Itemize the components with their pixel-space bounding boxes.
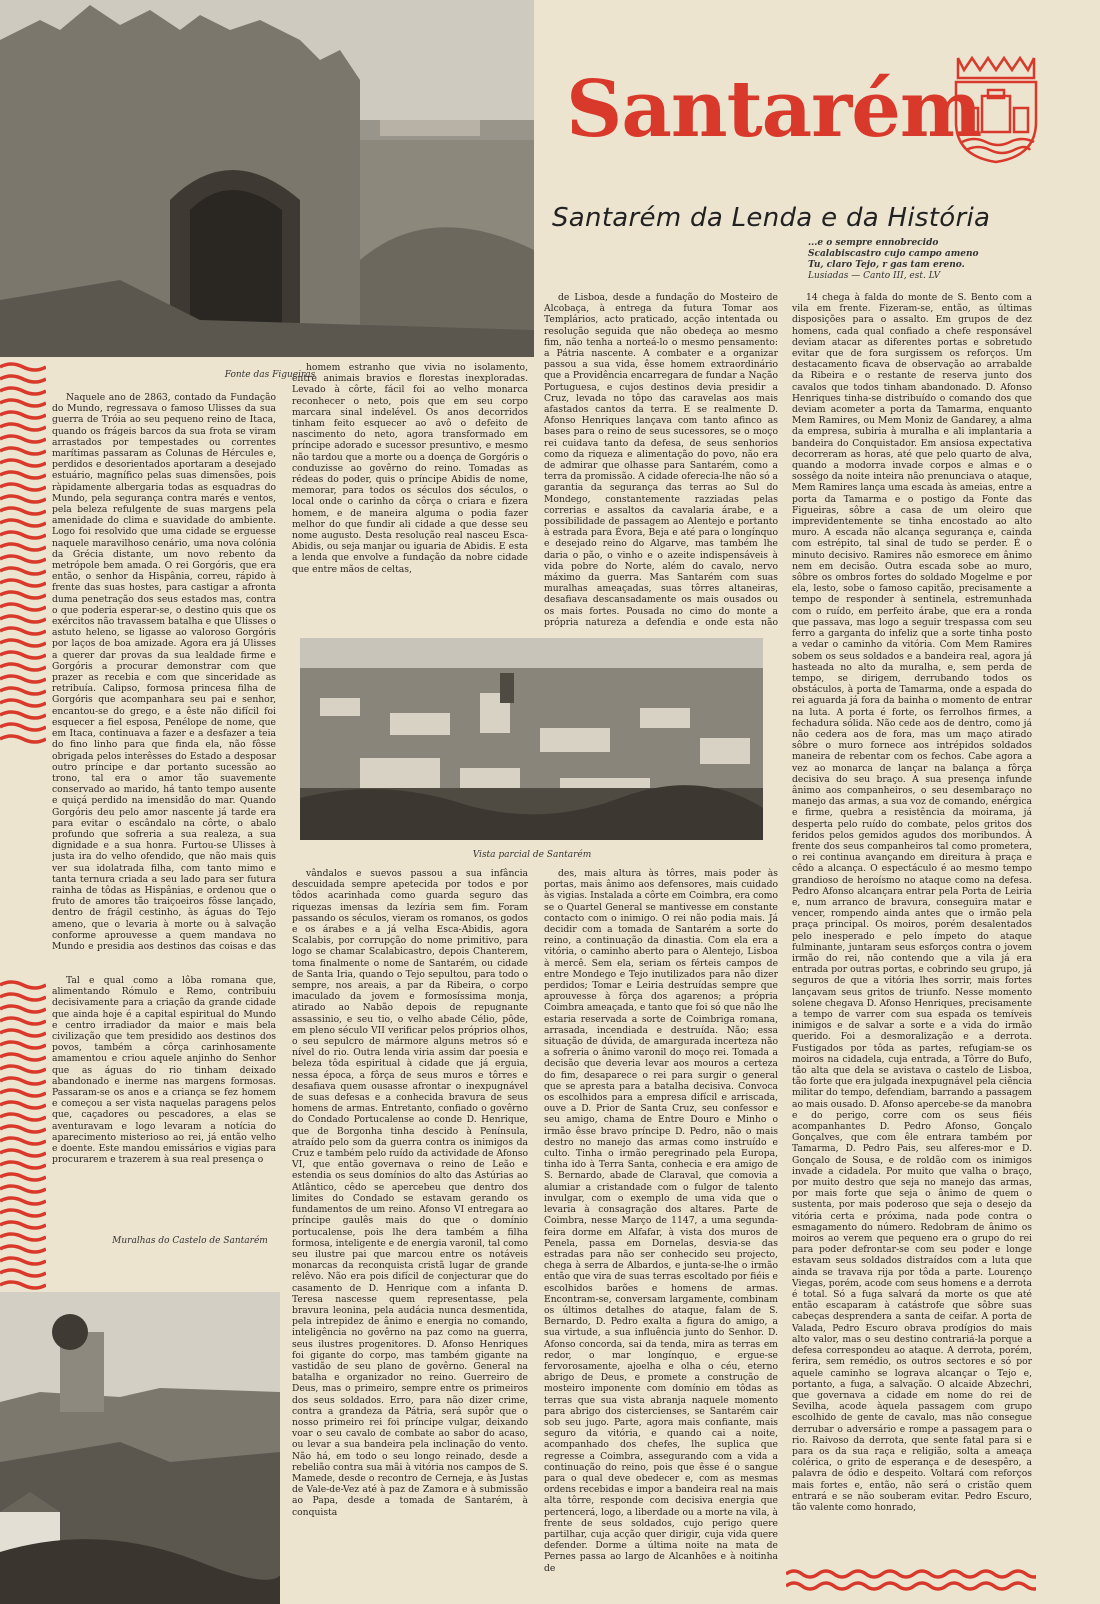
article-column-1-top xyxy=(52,392,276,952)
column-text: homem estranho que vivia no isolamento, entre animais bravios e florestas inexploradas. Levado à côrte, fácil foi ao velho monarca reconhecer o neto, pois que em seu corpo marcara sinal indelével. Os anos decorridos tinham feito esquecer ao avô o defeito de nascimento do neto, agora transformado em príncipe adorado e sucessor presuntivo, e mesmo não tardou que a morte ou a doença de Gorgóris o conduzisse ao govêrno do reino. Tomadas as rédeas do poder, quis o príncipe Abidis de nome, memorar, para todos os séculos dos séculos, o local onde o carinho da côrça o criara e fizera homem, e de maneira alguma o podia fazer melhor do que fundir ali cidade a que desse seu nome augusto. Desta resolução real nasceu Esca-Abidis, ou seja manjar ou iguaria de Abidis. E esta a lenda que envolve a fundação da nobre cidade que entre mãos de celtas, xyxy=(292,362,528,575)
epigraph-source: Lusiadas — Canto III, est. LV xyxy=(808,271,941,281)
article-column-2-bottom xyxy=(292,868,528,1590)
photo-muralhas-castelo xyxy=(0,1292,280,1604)
article-column-2-top xyxy=(292,362,528,620)
epigraph-line-1: ...e o sempre ennobrecido xyxy=(808,238,939,248)
caption-vista-parcial: Vista parcial de Santarém xyxy=(472,850,592,860)
column-text: Tal e qual como a lôba romana que, alimentando Rómulo e Remo, contribuiu decisivamente para a criação da grande cidade que ainda hoje é a capital espiritual do Mundo e centro irradiador da maior e mais bela civilização que tem presidido aos destinos dos povos, também a côrça carinhosamente amamentou e criou aquele anjinho do Senhor que as águas do rio tinham deixado abandonado e inerme nas margens formosas. Passaram-se os anos e a criança se fez homem e começou a ser vista naquelas paragens pelos que, caçadores ou pescadores, a elas se aventuravam e logo levaram a notícia do aparecimento misterioso ao rei, já então velho e doente. Este mandou emissários e vigias para procurarem e trazerem à sua real presença o xyxy=(52,975,276,1166)
masthead-title: Santarém xyxy=(566,64,982,155)
wave-decoration-left-top xyxy=(0,357,46,747)
column-text: des, mais altura às tôrres, mais poder às portas, mais ânimo aos defensores, mais cuidado às vigias. Instalada a côrte em Coimbra, era como se o Quartel General se mantivesse em constante contacto com o inimigo. O rei não podia mais. Já decidir com a tomada de Santarém a sorte do reino, a continuação da dinastia. Com ela era a vitória, o caminho aberto para o Alentejo, Lisboa à mercê. Sem ela, seriam os férteis campos de entre Mondego e Tejo inutilizados para não dizer perdidos; Tomar e Leiria destruídas sempre que aprouvesse à fôrça dos agarenos; a própria Coimbra ameaçada, e tanto que foi só que não lhe estaria reservada a sorte de Coimbriga romana, arrasada, incendiada e destruída. Não; essa situação de dúvida, de amargurada incerteza não a sofreria o ânimo varonil do moço rei. Tomada a decisão que deveria levar aos mouros a certeza do fim, desaparece o rei para surgir o general que se apresta para a batalha decisiva. Convoca os escolhidos para a empresa difícil e arriscada, ouve a D. Prior de Santa Cruz, seu confessor e seu amigo, chama de Entre Douro e Minho o irmão êsse bravo príncipe D. Pedro, não o mais destro no manejo das armas como instruído e culto. Tinha o irmão peregrinado pela Europa, tinha ido à Terra Santa, conhecia e era amigo de S. Bernardo, abade de Claraval, que comovia a alumiar a cristandade com o fulgor de talento invulgar, com o exemplo de uma vida que o levaria à consagração dos altares. Parte de Coimbra, nesse Março de 1147, a uma segunda-feira dorme em Alfafar, à vista dos muros de Penela, passa em Dornelas, desvia-se das estradas para não ser conhecido seu projecto, chega à serra de Albardos, e junta-se-lhe o irmão então que vira de suas terras escoltado por fiéis e escolhidos barões e homens de armas. Encontram-se, conversam largamente, combinam os últimos detalhes do ataque, falam de S. Bernardo, D. Pedro exalta a figura do amigo, a sua virtude, a sua influência junto do Senhor. D. Afonso concorda, sai da tenda, mira as terras em redor, o mar longínquo, e ergue-se fervorosamente, ajoelha e olha o céu, eterno abrigo de Deus, e promete a construção de mosteiro imponente com domínio em tôdas as terras que sua vista abranja naquele momento para abrigo dos cistercienses, se Santarém cair sob seu jugo. Parte, agora mais confiante, mais seguro da vitória, e quando cai a noite, acompanhado dos chefes, lhe suplica que regresse a Coimbra, assegurando com a vida a continuação do reino, pois que êsse é o sangue para o qual deve obedecer e, com as mesmas ordens recebidas e impor a bandeira real na mais alta tôrre, responde com decisiva energia que pertencerá, logo, a liberdade ou a morte na vila, à frente de seus soldados, cujo perigo quere partilhar, cuja acção quer dirigir, cuja vida quere defender. Dorme a última noite na mata de Pernes passa ao largo de Alcanhões e à noitinha de xyxy=(544,868,778,1574)
epigraph-line-2: Scalabiscastro cujo campo ameno xyxy=(808,249,979,259)
caption-muralhas-castelo: Muralhas do Castelo de Santarém xyxy=(112,1236,268,1246)
epigraph-line-3: Tu, claro Tejo, r gas tam ereno. xyxy=(808,260,965,270)
article-column-3-bottom xyxy=(544,868,778,1590)
column-text: 14 chega à falda do monte de S. Bento com a vila em frente. Fizeram-se, então, as últimas disposições para o assalto. Em grupos de dez homens, cada qual confiado a chefe responsável deviam atacar as diferentes portas e sobretudo evitar que de fora surgissem os reforços. Um destacamento ficava de observação ao arrabalde da Ribeira e o restante de reserva junto dos cavalos que todos tinham abandonado. D. Afonso Henriques tinha-se distribuído o comando dos que deviam acometer a porta da Tamarma, enquanto Mem Ramires, ou Mem Moniz de Gandarey, a alma da empresa, subiria à muralha e ali implantaria a bandeira do Conquistador. Em ansiosa expectativa decorreram as horas, até que pelo quarto de alva, quando a modorra invade corpos e almas e o sossêgo da noite inteira não prenunciava o ataque, Mem Ramires lança uma escada às ameias, entre a porta da Tamarma e o postigo da Fonte das Figueiras, sôbre a casa de um oleiro que imprevidentemente se tinha encostado ao alto muro. A escada não alcança segurança e, cainda com estrépito, tal sinal de tudo se perder. É o minuto decisivo. Ramires não esmorece em ânimo nem em decisão. Outra escada sobe ao muro, sôbre os ombros fortes do soldado Mogelme e por ela, lesto, sobe o famoso capitão, precisamente a tempo de responder à sentinela, estremunhada com o ruído, em perfeito árabe, que era a ronda que passava, mas logo a seguir trespassa com seu ferro a garganta do infeliz que a sorte tinha posto a vedar o caminho da vitória. Com Mem Ramires sobem os seus soldados e a bandeira real, agora já hasteada no alto da muralha, e, sem perda de tempo, se dirigem, derrubando todos os obstáculos, à porta de Tamarma, onde a espada do rei aguarda já fora da bainha o momento de entrar na luta. A porta é forte, os ferrolhos firmes, a fechadura sólida. Não cede aos de dentro, como já não cedera aos de fora, mas um maço atirado sôbre o muro fornece aos intrépidos soldados maneira de rebentar com os fechos. Cabe agora a vez ao monarca de lançar na balança a fôrça decisiva do seu braço. A sua presença infunde ânimo aos companheiros, o seu desembaraço no manejo das armas, a sua voz de comando, enérgica e firme, quebra a resistência da moirama, já desperta pelo ruído do combate, pelos gritos dos feridos pelos gemidos agudos dos moribundos. À frente dos seus companheiros tal como prometera, o rei continua avançando em direitura à praça e cêdo a alcança. O espectáculo é ao mesmo tempo grandioso de heroísmo no ataque como na defesa. Pedro Afonso alcançara entrar pela Porta de Leiria e, num arranco de bravura, conseguira matar e vencer, rompendo ainda antes que o irmão pela praça principal. Os moiros, porém desalentados pelo inesperado e pelo ímpeto do ataque fulminante, juntaram seus esforços contra o jovem irmão do rei, não contendo que a vila já era entrada por outras portas, e cobrindo seu grupo, já seguros de que a vitória lhes sorrir, mais fortes lançavam seus gritos de triunfo. Nesse momento solene chegava D. Afonso Henriques, precisamente a tempo de varrer com sua espada os temíveis inimigos e de salvar a sorte e a vida do irmão querido. Foi a desmoralização e a derrota. Fustigados por tôda as partes, refugiam-se os moiros na cidadela, cuja entrada, a Tôrre do Bufo, tão alta que dela se avistava o castelo de Lisboa, tão forte que era julgada inexpugnável pela ciência militar do tempo, defendiam, barrando a passagem ao mais ousado. D. Afonso apercebe-se da manobra e do perigo, corre com os seus fiéis acompanhantes D. Pedro Afonso, Gonçalo Gonçalves, que com êle entrara também por Tamarma, D. Pedro Pais, seu alferes-mor e D. Gonçalo de Sousa, e de roldão com os inimigos invade a cidadela. Por muito que valha o braço, por muito destro que seja no manejo das armas, por mais forte que seja o ânimo de quem o sustenta, por mais poderoso que seja o desejo da vitória certa e próxima, nada pode contra o esmagamento do número. Redobram de ânimo os moiros ao verem que pequeno era o grupo do rei para poder defrontar-se com seu poder e longe estavam seus soldados distraídos com a luta que ainda se travava rija por tôda a parte. Lourenço Viegas, porém, acode com seus homens e a derrota é total. Só a fuga salvará da morte os que até então escaparam à catástrofe que sôbre suas cabeças desprendera a santa de ceifar. A porta de Valada, Pedro Escuro obrava prodígios do mais alto valor, mas o seu destino contrariá-la porque a defesa correspondeu ao ataque. A derrota, porém, ferira, sem remédio, os outros sectores e só por aquele caminho se lograva alcançar o Tejo e, portanto, a fuga, a salvação. O alcaide Abzechri, que governava a cidade em nome do rei de Sevilha, acode àquela passagem com grupo escolhido de gente de cavalo, mas não consegue derrubar o adversário e rompe a passagem para o rio. Raivoso da derrota, que sente fatal para si e para os da sua raça e religião, solta a ameaça colérica, o grito de esperança e de desespêro, a palavra de ódio e despeito. Voltará com reforços mais fortes e, então, não será o cristão quem entrará e se não souberam evitar. Pedro Escuro, tão valente como honrado, xyxy=(792,292,1032,1513)
article-column-1-bottom xyxy=(52,975,276,1219)
coat-of-arms-icon xyxy=(950,52,1042,164)
article-column-3-top xyxy=(544,292,778,628)
caption-fonte-das-figueiras: Fonte das Figueiras xyxy=(224,370,316,380)
photo-vista-parcial xyxy=(300,638,763,840)
article-subtitle: Santarém da Lenda e da História xyxy=(552,203,991,233)
article-column-4 xyxy=(792,292,1032,1564)
column-text: Naquele ano de 2863, contado da Fundação do Mundo, regressava o famoso Ulisses da sua guerra de Tróia ao seu pequeno reino de Itaca, quando os frágeis barcos da sua frota se viram arrastados por tempestades ou correntes marítimas passaram as Colunas de Hércules e, perdidos e desorientados aportaram a desejado estuário, magnífico pelas suas dimensões, pois ràpidamente albergaria todas as esquadras do Mundo, pela segurança contra marés e ventos, pela beleza refulgente de suas margens pela amenidade do clima e suavidade do ambiente. Logo foi resolvido que uma cidade se erguesse naquele maravilhoso cenário, uma nova colónia da Grécia distante, um novo rebento da metrópole bem amada. O rei Gorgóris, que era então, o senhor da Hispânia, correu, rápido à frente das suas hostes, para castigar a afronta duma penetração dos seus estados mas, contra o que poderia esperar-se, o destino quis que os exércitos não travassem batalha e que Ulisses o astuto heleno, se ligasse ao valoroso Gorgóris por laços de boa amizade. Agora era já Ulisses a querer dar provas da sua lealdade firme e Gorgóris a procurar demonstrar com que prazer as recebia e com que sinceridade as retribuía. Calipso, formosa princesa filha de Gorgóris que acompanhara seu pai e senhor, encantou-se do grego, e a êste não difícil foi esquecer a fiel esposa, Penélope de nome, que em Itaca, continuava a fazer e a desfazer a teia do fino linho para que finda ela, não fôsse obrigada pelos interêsses do Estado a desposar outro príncipe e dar portanto sucessão ao trono, tal era o amor tão suavemente conservado ao marido, há tanto tempo ausente e quiçá perdido na imensidão do mar. Quando Gorgóris deu pelo amor nascente já tarde era para evitar o escândalo na côrte, o abalo profundo que sofreria a sua realeza, a sua dignidade e a sua honra. Furtou-se Ulisses à justa ira do velho ofendido, que não mais quis ver sua idolatrada filha, com tanto mimo e tanta ternura criada a seu lado para ser futura rainha de tôdas as Hispânias, e ordenou que o fruto de amores tão traiçoeiros fôsse lançado, dentro de frágil cestinho, às águas do Tejo ameno, que o levaria à morte ou à salvação conforme aprouvesse a quem mandava no Mundo e presidia aos destinos das coisas e das xyxy=(52,392,276,952)
epigraph xyxy=(808,238,1078,282)
column-text: de Lisboa, desde a fundação do Mosteiro de Alcobaça, à entrega da futura Tomar aos Templários, acto praticado, acção intentada ou resolução seguida que não obedeça ao mesmo fim, não tenha a norteá-lo o mesmo pensamento: a Pátria nascente. A combater e a organizar passou a sua vida, êsse homem extraordinário que a Providência encarregara de fundar a Nação Portuguesa, e cujos destinos devia presidir a Cruz, levada no tôpo das caravelas aos mais afastados cantos da terra. E se realmente D. Afonso Henriques lançava com tanto afinco as bases para o reino de seus sucessores, se o moço rei cuidava tanto da defesa, de seus senhorios como da riqueza e alimentação do povo, não era de admirar que olhasse para Santarém, como a terra da promissão. A cidade oferecia-lhe não só a garantia da segurança das terras ao Sul do Mondego, constantemente razziadas pelas correrias e assaltos da cavalaria árabe, e a possibilidade de passagem ao Alentejo e portanto à estrada para Évora, Beja e até para o longínquo e desejado reino do Algarve, mas também lhe daria o pão, o vinho e o azeite indispensáveis à vida pobre do Norte, além do cavalo, nervo máximo da guerra. Mas Santarém com suas muralhas ameaçadas, suas tôrres altaneiras, desafiava descansadamente os mais ousados ou os mais fortes. Pousada no cimo do monte a própria natureza a defendia e onde esta não xyxy=(544,292,778,628)
column-text: vândalos e suevos passou a sua infância descuidada sempre apetecida por todos e por tôdos acarinhada como guarda seguro das riquezas imensas da lezíria sem fim. Foram passando os séculos, vieram os romanos, os godos e os árabes e a já velha Esca-Abidis, agora Scalabis, por corrupção do nome primitivo, para logo se chamar Scalabicastro, depois Chanterem, toma finalmente o nome de Santarém, ou cidade de Santa Iria, quando o Tejo sepultou, para todo o sempre, nos areais, a par da Ribeira, o corpo imaculado da jovem e formosíssima monja, atirado ao Nabão depois de repugnante assassinio, e seu tio, o velho abade Célio, pôde, em pleno século VII verificar pelos próprios olhos, o seu sepulcro de mármore alguns metros só e nível do rio. Outra lenda viria assim dar poesia e beleza tôda espiritual à cidade que já erguia, nessa época, a fôrça de seus muros e tôrres e desafiava quem ousasse afrontar o inexpugnável de suas defesas e a conhecida bravura de seus homens de armas. Entretanto, confiado o govêrno do Condado Portucalense ao conde D. Henrique, que de Borgonha tinha descido à Península, atraído pelo som da guerra contra os inimigos da Cruz e também pelo ruído da actividade de Afonso VI, que então governava o reino de Leão e estendia os seus domínios do alto das Astúrias ao Atlântico, cêdo se apercebeu que dentro dos limites do Condado se estavam gerando os fundamentos de um reino. Afonso VI entregara ao príncipe gaulês mais do que o domínio portucalense, pois lhe dera também a filha formosa, inteligente e de energia varonil, tal como seu ilustre pai que marcou entre os notáveis monarcas da reconquista cristã lugar de grande relêvo. Não era pois difícil de conjecturar que do casamento de D. Henrique com a infanta D. Teresa nascesse quem representasse, pela bravura leonina, pela audácia nunca desmentida, pela intrepidez de ânimo e energia no comando, inteligência no govêrno na paz como na guerra, seus ilustres progenitores. D. Afonso Henriques foi gigante do corpo, mas também gigante na vastidão de seu plano de govêrno. General na batalha e organizador no reino. Guerreiro de Deus, mas o primeiro, sempre entre os primeiros dos seus soldados. Erro, para não dizer crime, contra a grandeza da Pátria, será supôr que o nosso primeiro rei foi príncipe vulgar, deixando voar o seu cavalo de combate ao sabor do acaso, ou levar a sua bandeira pela inclinação do vento. Não há, em todo o seu longo reinado, desde a rebelião contra sua mãi à vitória nos campos de S. Mamede, desde o recontro de Cerneja, e às Justas de Vale-de-Vez até à paz de Zamora e à submissão ao Papa, desde a tomada de Santarém, à conquista xyxy=(292,868,528,1518)
wave-decoration-bottom-right xyxy=(786,1568,1036,1598)
photo-fonte-das-figueiras xyxy=(0,0,534,357)
